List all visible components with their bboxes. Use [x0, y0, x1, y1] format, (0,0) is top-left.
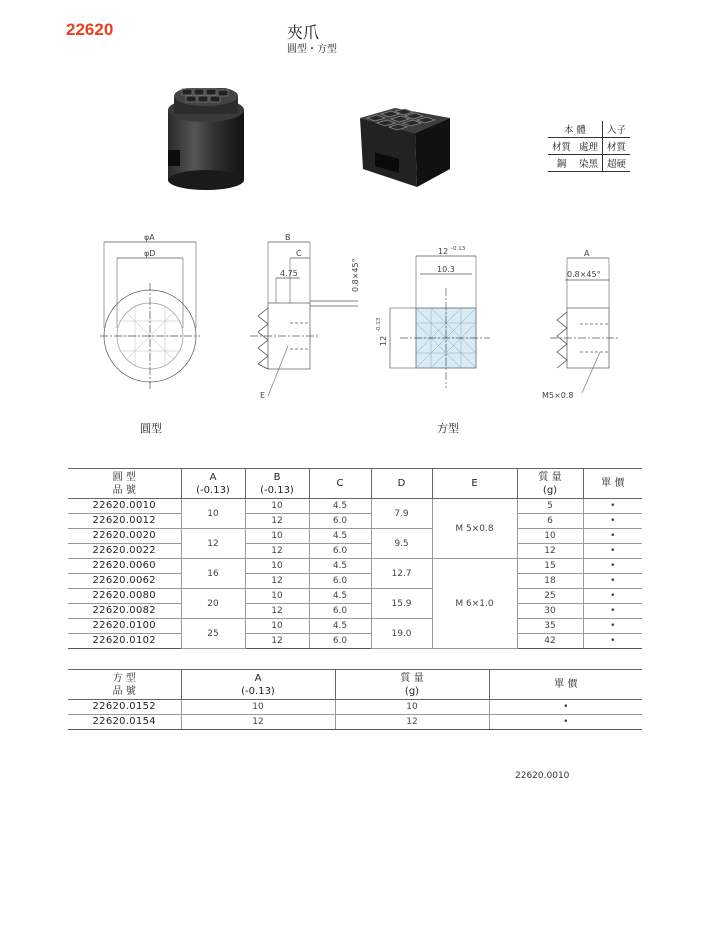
square-type-label: 方型	[437, 422, 459, 435]
round-jaw-photo	[160, 88, 250, 198]
col-header-e: E	[432, 469, 517, 499]
table-row: 22620.0060 16 10 4.5 12.7 M 6×1.0 15 •	[68, 559, 642, 574]
dim-c: C	[296, 249, 302, 258]
dim-12: 12	[438, 247, 449, 256]
table-row: 22620.0152 10 10 •	[68, 700, 642, 715]
body-material-label: 材質	[548, 138, 575, 155]
page-title: 夾爪	[287, 23, 320, 42]
col-header-price: 單 價	[489, 670, 642, 700]
product-code: 22620	[66, 20, 114, 39]
dim-a-square: A	[584, 249, 590, 258]
insert-material-value: 超硬	[603, 155, 631, 172]
body-header: 本 體	[548, 121, 603, 138]
dim-phi-d: φD	[144, 249, 156, 258]
dim-e: E	[260, 391, 266, 400]
footer-code: 22620.0010	[515, 771, 570, 781]
table-row: 22620.0102 12 6.0 42 •	[68, 634, 642, 649]
table-row: 22620.0062 12 6.0 18 •	[68, 574, 642, 589]
round-front-view	[100, 242, 200, 390]
material-table	[548, 121, 630, 172]
dim-10-3: 10.3	[437, 265, 455, 274]
dim-tol-side: -0.13	[376, 317, 382, 332]
col-header-mass: 質 量 (g)	[517, 469, 583, 499]
col-header-a: A (-0.13)	[181, 469, 245, 499]
dim-m5-thread: M5×0.8	[542, 391, 574, 400]
col-header-price: 單 價	[583, 469, 642, 499]
table-row: 22620.0022 12 6.0 12 •	[68, 544, 642, 559]
table-row: 22620.0082 12 6.0 30 •	[68, 604, 642, 619]
insert-material-label: 材質	[603, 138, 631, 155]
body-material-value: 鋼	[548, 155, 575, 172]
table-row: 22620.0100 25 10 4.5 19.0 35 •	[68, 619, 642, 634]
dim-chamfer: 0.8×45°	[351, 258, 360, 292]
square-front-view	[390, 256, 490, 388]
insert-header: 入子	[603, 121, 631, 138]
round-type-label: 圓型	[140, 422, 162, 435]
col-header-mass: 質 量 (g)	[335, 670, 489, 700]
table-row: 22620.0020 12 10 4.5 9.5 10 •	[68, 529, 642, 544]
technical-drawings	[90, 228, 630, 408]
body-treatment-label: 處理	[575, 138, 603, 155]
col-header-b: B (-0.13)	[245, 469, 309, 499]
square-jaw-photo	[355, 103, 455, 193]
body-treatment-value: 染黑	[575, 155, 603, 172]
col-header-a: A (-0.13)	[181, 670, 335, 700]
dim-12-side: 12	[379, 335, 388, 346]
col-header-d: D	[371, 469, 432, 499]
round-side-view	[250, 242, 358, 396]
dim-tol-top: -0.13	[451, 246, 466, 252]
dim-chamfer-square: 0.8×45°	[567, 270, 601, 279]
table-row: 22620.0080 20 10 4.5 15.9 25 •	[68, 589, 642, 604]
dim-phi-a: φA	[144, 233, 155, 242]
square-spec-table	[68, 669, 642, 730]
col-header-c: C	[309, 469, 371, 499]
round-spec-table	[68, 468, 642, 649]
table-row: 22620.0010 10 10 4.5 7.9 M 5×0.8 5 •	[68, 499, 642, 514]
table-row: 22620.0154 12 12 •	[68, 715, 642, 730]
dim-4-75: 4.75	[280, 269, 298, 278]
dim-b: B	[285, 233, 291, 242]
col-header-type: 方 型 品 號	[68, 670, 181, 700]
table-row: 22620.0012 12 6.0 6 •	[68, 514, 642, 529]
page-subtitle: 圓型・方型	[287, 44, 337, 55]
col-header-type: 圓 型 品 號	[68, 469, 181, 499]
